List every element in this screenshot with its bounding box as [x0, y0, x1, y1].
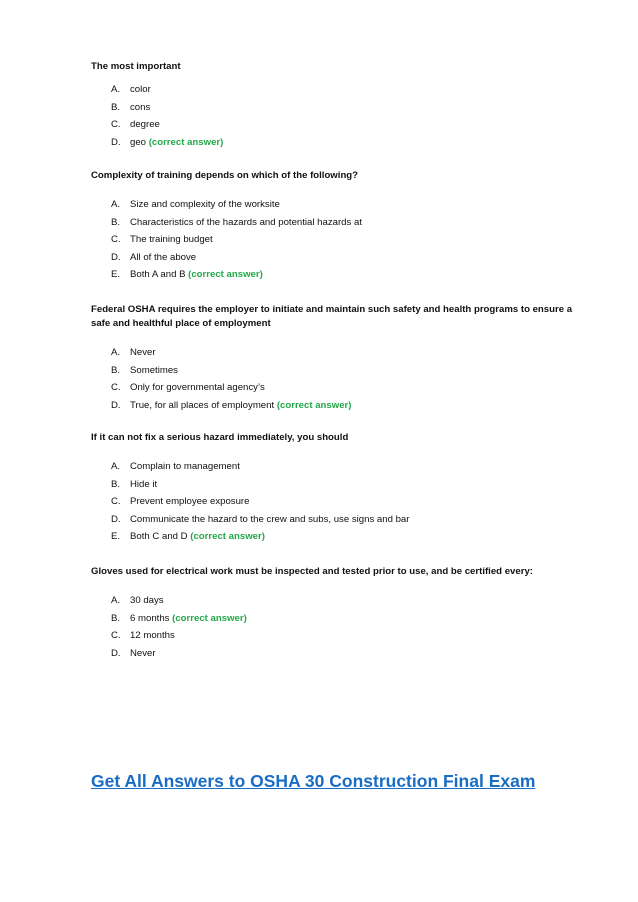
option-text: degree	[130, 119, 160, 130]
option-letter: A.	[111, 84, 121, 95]
option-item	[91, 214, 591, 232]
question-title: Gloves used for electrical work must be inspected and tested prior to use, and be certified every:	[91, 566, 533, 577]
option-text: 12 months	[130, 630, 175, 641]
question-1	[91, 60, 591, 151]
option-letter: B.	[111, 364, 121, 376]
option-text: cons	[130, 101, 151, 113]
option-letter: B.	[111, 216, 121, 228]
option-letter: D.	[111, 136, 121, 148]
option-letter: B.	[111, 101, 121, 113]
option-item	[91, 362, 591, 380]
option-item	[91, 196, 591, 214]
option-item	[91, 528, 591, 546]
option-text: Both C and D	[130, 531, 188, 542]
option-text: Prevent employee exposure	[130, 496, 250, 507]
option-text: Never	[130, 647, 156, 659]
option-letter: C.	[111, 234, 121, 245]
option-item	[91, 249, 591, 267]
question-title: Complexity of training depends on which of the following?	[91, 170, 359, 181]
option-letter: B.	[111, 612, 121, 624]
option-item	[91, 81, 591, 99]
option-item	[91, 476, 591, 494]
option-letter: D.	[111, 647, 121, 659]
option-text: Only for governmental agency’s	[130, 382, 265, 393]
option-text: All of the above	[130, 251, 197, 263]
option-item	[91, 344, 591, 362]
option-letter: A.	[111, 347, 121, 358]
option-text: Complain to management	[130, 461, 240, 472]
question-5	[91, 565, 591, 662]
option-item	[91, 116, 591, 134]
option-letter: A.	[111, 595, 121, 606]
option-item	[91, 266, 591, 284]
option-text: geo	[130, 136, 147, 148]
option-letter: D.	[111, 513, 121, 525]
option-text: Size and complexity of the worksite	[130, 199, 280, 210]
option-text: Sometimes	[130, 364, 178, 376]
option-item	[91, 511, 591, 529]
correct-answer-tag: (correct answer)	[190, 531, 265, 542]
option-item	[91, 458, 591, 476]
option-letter: D.	[111, 251, 121, 263]
option-text: The training budget	[130, 234, 213, 245]
option-text: Both A and B	[130, 269, 186, 280]
option-item	[91, 592, 591, 610]
option-item	[91, 493, 591, 511]
question-3	[91, 303, 591, 414]
question-4	[91, 431, 591, 546]
correct-answer-tag: (correct answer)	[276, 399, 352, 411]
option-list	[91, 344, 591, 414]
option-list	[91, 458, 591, 546]
option-text: 6 months	[130, 612, 170, 624]
correct-answer-tag: (correct answer)	[172, 612, 247, 624]
option-text: color	[130, 84, 151, 95]
get-all-answers-link[interactable]: Get All Answers to OSHA 30 Construction Final Exam	[91, 771, 536, 791]
correct-answer-tag: (correct answer)	[148, 136, 224, 148]
option-item	[91, 231, 591, 249]
option-item	[91, 397, 591, 415]
option-text: Hide it	[130, 478, 158, 490]
option-item	[91, 610, 591, 628]
option-item	[91, 627, 591, 645]
option-item	[91, 134, 591, 152]
option-letter: C.	[111, 382, 121, 393]
option-letter: E.	[111, 269, 121, 280]
option-item	[91, 379, 591, 397]
option-text: Never	[130, 347, 156, 358]
option-list	[91, 196, 591, 284]
option-list	[91, 81, 591, 151]
question-title: If it can not fix a serious hazard immediately, you should	[91, 432, 349, 443]
correct-answer-tag: (correct answer)	[188, 269, 263, 280]
question-2	[91, 169, 591, 284]
option-letter: C.	[111, 630, 121, 641]
option-text: Communicate the hazard to the crew and subs, use signs and bar	[130, 513, 410, 525]
option-item	[91, 645, 591, 663]
option-letter: C.	[111, 119, 121, 130]
option-item	[91, 99, 591, 117]
option-letter: A.	[111, 199, 121, 210]
option-text: 30 days	[130, 595, 164, 606]
option-letter: A.	[111, 461, 121, 472]
option-letter: E.	[111, 531, 121, 542]
option-text: True, for all places of employment	[130, 399, 275, 411]
question-title: Federal OSHA requires the employer to initiate and maintain such safety and health programs to ensure a safe and healthful place of employment	[91, 304, 573, 329]
option-letter: C.	[111, 496, 121, 507]
option-letter: D.	[111, 399, 121, 411]
option-text: Characteristics of the hazards and potential hazards at	[130, 216, 362, 228]
option-list	[91, 592, 591, 662]
question-title: The most important	[91, 61, 181, 72]
option-letter: B.	[111, 478, 121, 490]
